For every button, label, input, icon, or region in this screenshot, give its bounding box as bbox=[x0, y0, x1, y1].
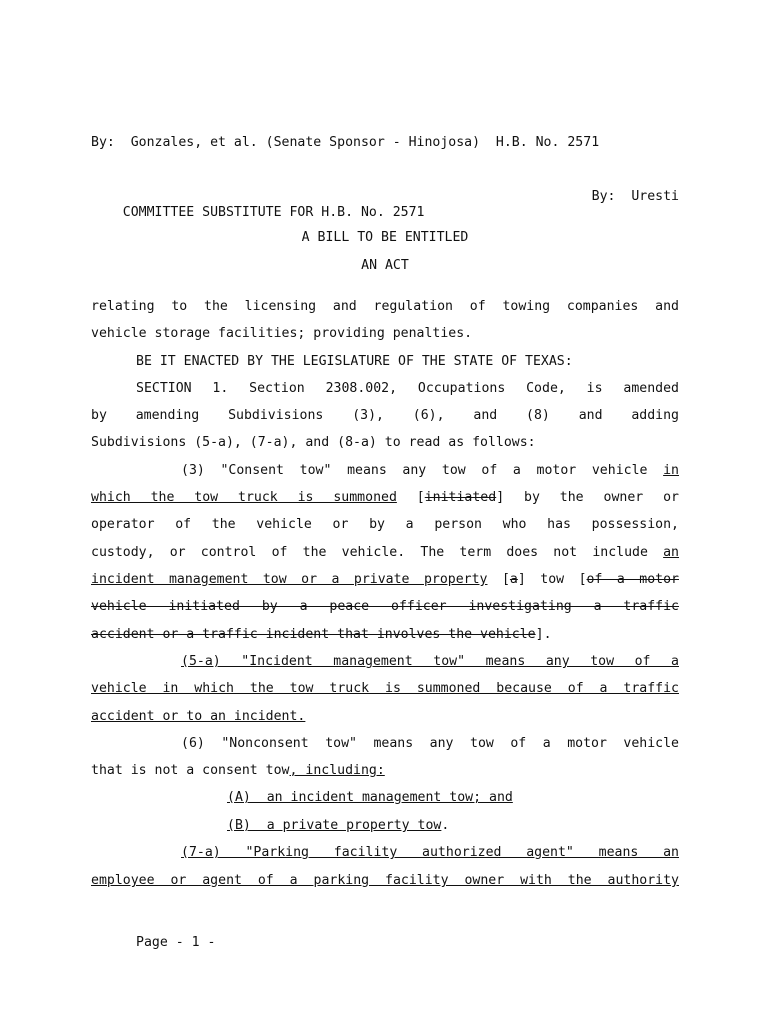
def7a-line-1: (7-a) "Parking facility authorized agent" means an bbox=[181, 845, 679, 860]
inserted-text: , including: bbox=[289, 763, 385, 778]
def3-line-1: (3) "Consent tow" means any tow of a motor vehicle in bbox=[181, 463, 679, 478]
by-line: By: Gonzales, et al. (Senate Sponsor - Hinojosa) H.B. No. 2571 bbox=[91, 135, 600, 150]
def3-line-2: which the tow truck is summoned [initiated] by the owner or bbox=[91, 490, 679, 505]
deleted-text: of a motor bbox=[586, 572, 679, 587]
committee-substitute: COMMITTEE SUBSTITUTE FOR H.B. No. 2571 bbox=[122, 205, 425, 220]
section1-line-3: Subdivisions (5-a), (7-a), and (8-a) to read as follows: bbox=[91, 435, 536, 450]
enacting-clause: BE IT ENACTED BY THE LEGISLATURE OF THE STATE OF TEXAS: bbox=[136, 354, 573, 369]
caption-line-1: relating to the licensing and regulation of towing companies and bbox=[91, 299, 679, 314]
inserted-text: incident management tow or a private property bbox=[91, 572, 488, 587]
bill-title: A BILL TO BE ENTITLED bbox=[301, 230, 469, 245]
caption-line-2: vehicle storage facilities; providing penalties. bbox=[91, 326, 473, 341]
def7a-line-2: employee or agent of a parking facility owner with the authority bbox=[91, 873, 679, 888]
def3-line-3: operator of the vehicle or by a person who has possession, bbox=[91, 517, 679, 532]
def6-item-a: (A) an incident management tow; and bbox=[227, 790, 513, 805]
inserted-text: an bbox=[663, 545, 679, 560]
by-uresti: By: Uresti bbox=[591, 189, 679, 204]
bill-subtitle: AN ACT bbox=[361, 258, 409, 273]
def3-line-7: accident or a traffic incident that involves the vehicle]. bbox=[91, 627, 552, 642]
inserted-text: which the tow truck is summoned bbox=[91, 490, 397, 505]
page-number: Page - 1 - bbox=[136, 935, 216, 950]
deleted-text: initiated bbox=[424, 490, 497, 505]
def5a-line-1: (5-a) "Incident management tow" means any tow of a bbox=[181, 654, 679, 669]
def3-line-6-deleted: vehicle initiated by a peace officer investigating a traffic bbox=[91, 599, 679, 614]
deleted-text: a bbox=[509, 572, 518, 587]
def6-line-1: (6) "Nonconsent tow" means any tow of a motor vehicle bbox=[181, 736, 679, 751]
def6-item-b: (B) a private property tow. bbox=[227, 818, 450, 833]
inserted-text: in bbox=[663, 463, 679, 478]
def6-line-2: that is not a consent tow, including: bbox=[91, 763, 385, 778]
def3-line-5: incident management tow or a private property [a] tow [of a motor bbox=[91, 572, 679, 587]
deleted-text: accident or a traffic incident that involves the vehicle bbox=[91, 627, 536, 642]
def3-line-4: custody, or control of the vehicle. The term does not include an bbox=[91, 545, 679, 560]
section1-line-2: by amending Subdivisions (3), (6), and (8) and adding bbox=[91, 408, 679, 423]
def5a-line-2: vehicle in which the tow truck is summoned because of a traffic bbox=[91, 681, 679, 696]
section1-line-1: SECTION 1. Section 2308.002, Occupations Code, is amended bbox=[136, 381, 679, 396]
def5a-line-3: accident or to an incident. bbox=[91, 709, 306, 724]
